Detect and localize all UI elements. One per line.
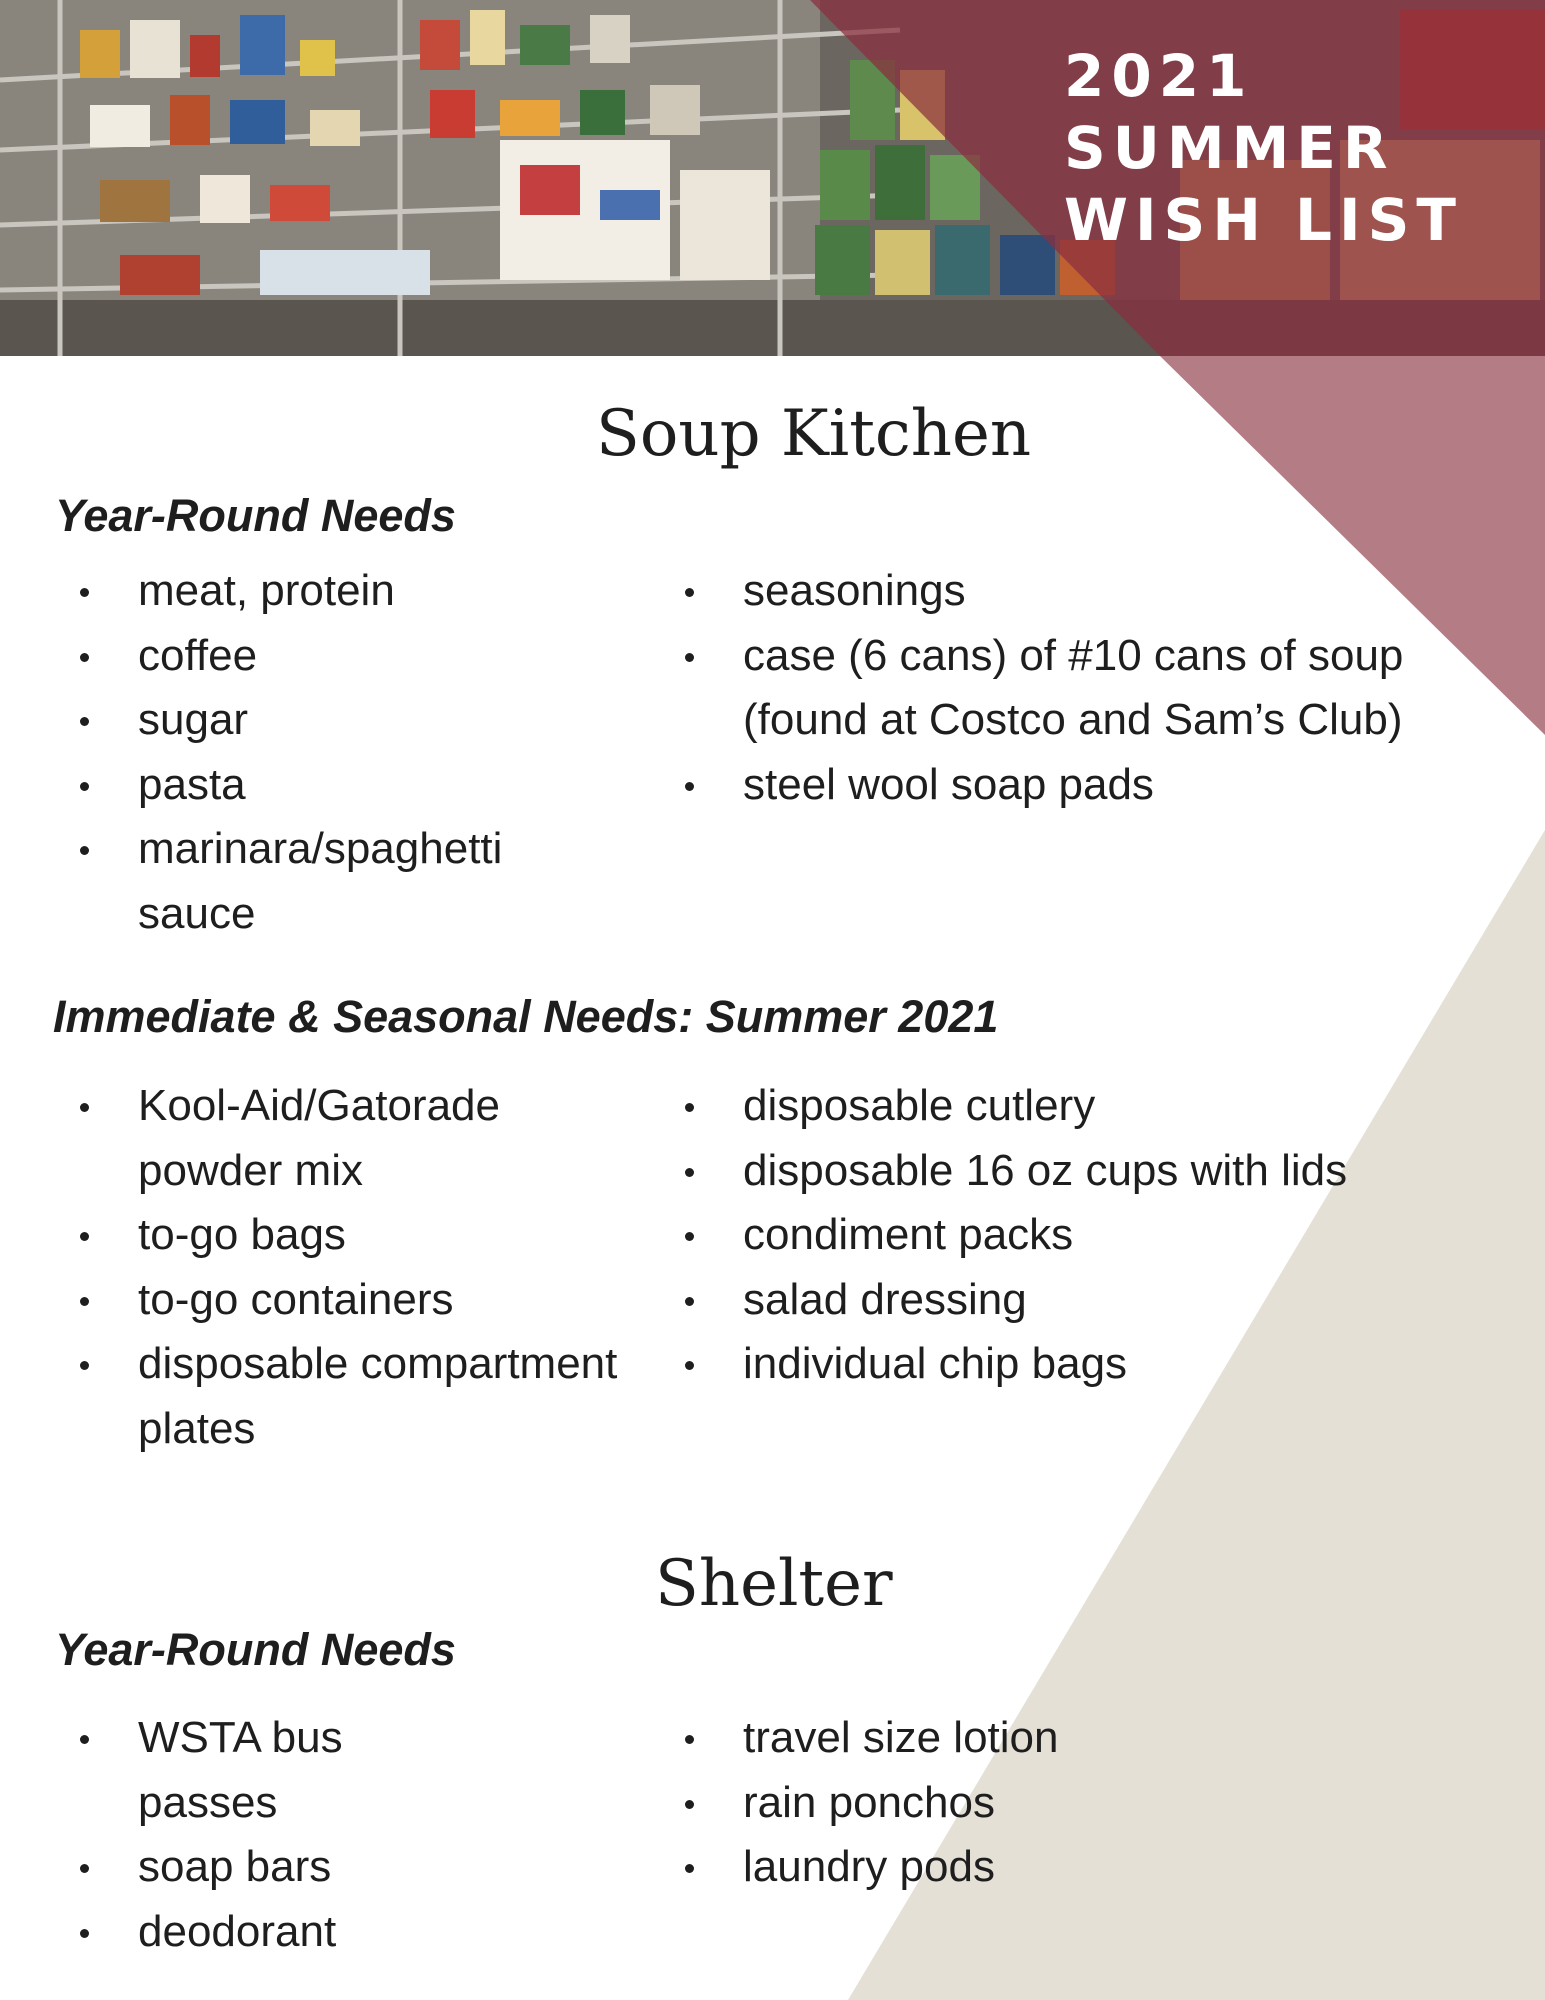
shelter-list-left (52, 1706, 652, 1964)
list-item: case (6 cans) of #10 cans of soup (found at Costco and Sam’s Club) (657, 624, 1463, 753)
page-title (1064, 40, 1545, 256)
shelter-title: Shelter (655, 1547, 893, 1621)
list-item: disposable compartment plates (52, 1332, 668, 1461)
list-item: Kool-Aid/Gatorade powder mix (52, 1074, 528, 1203)
list-item: disposable 16 oz cups with lids (657, 1139, 1497, 1204)
hero-banner (0, 0, 1545, 356)
list-item: seasonings (657, 559, 1497, 624)
list-item: condiment packs (657, 1203, 1497, 1268)
list-item: individual chip bags (657, 1332, 1497, 1397)
soup-seasonal-list-right (657, 1074, 1497, 1397)
shelter-list-right (657, 1706, 1497, 1900)
title-line-1: 2021 SUMMER (1064, 42, 1395, 182)
soup-year-round-list-left (52, 559, 652, 946)
list-item: salad dressing (657, 1268, 1497, 1333)
soup-kitchen-title: Soup Kitchen (596, 397, 1032, 471)
list-item: laundry pods (657, 1835, 1497, 1900)
title-line-2: WISH LIST (1064, 186, 1463, 254)
list-item: meat, protein (52, 559, 652, 624)
soup-seasonal-heading: Immediate & Seasonal Needs: Summer 2021 (53, 991, 999, 1042)
soup-seasonal-list-left (52, 1074, 652, 1461)
list-item: WSTA bus passes (52, 1706, 428, 1835)
list-item: travel size lotion (657, 1706, 1497, 1771)
list-item: to-go bags (52, 1203, 652, 1268)
list-item: rain ponchos (657, 1771, 1497, 1836)
list-item: disposable cutlery (657, 1074, 1497, 1139)
list-item: soap bars (52, 1835, 652, 1900)
list-item: steel wool soap pads (657, 753, 1497, 818)
soup-year-round-heading: Year-Round Needs (55, 490, 456, 541)
list-item: pasta (52, 753, 652, 818)
list-item: marinara/spaghetti sauce (52, 817, 488, 946)
list-item: to-go containers (52, 1268, 652, 1333)
list-item: deodorant (52, 1900, 652, 1965)
list-item: sugar (52, 688, 652, 753)
soup-year-round-list-right (657, 559, 1497, 817)
list-item: coffee (52, 624, 652, 689)
shelter-year-round-heading: Year-Round Needs (55, 1624, 456, 1675)
